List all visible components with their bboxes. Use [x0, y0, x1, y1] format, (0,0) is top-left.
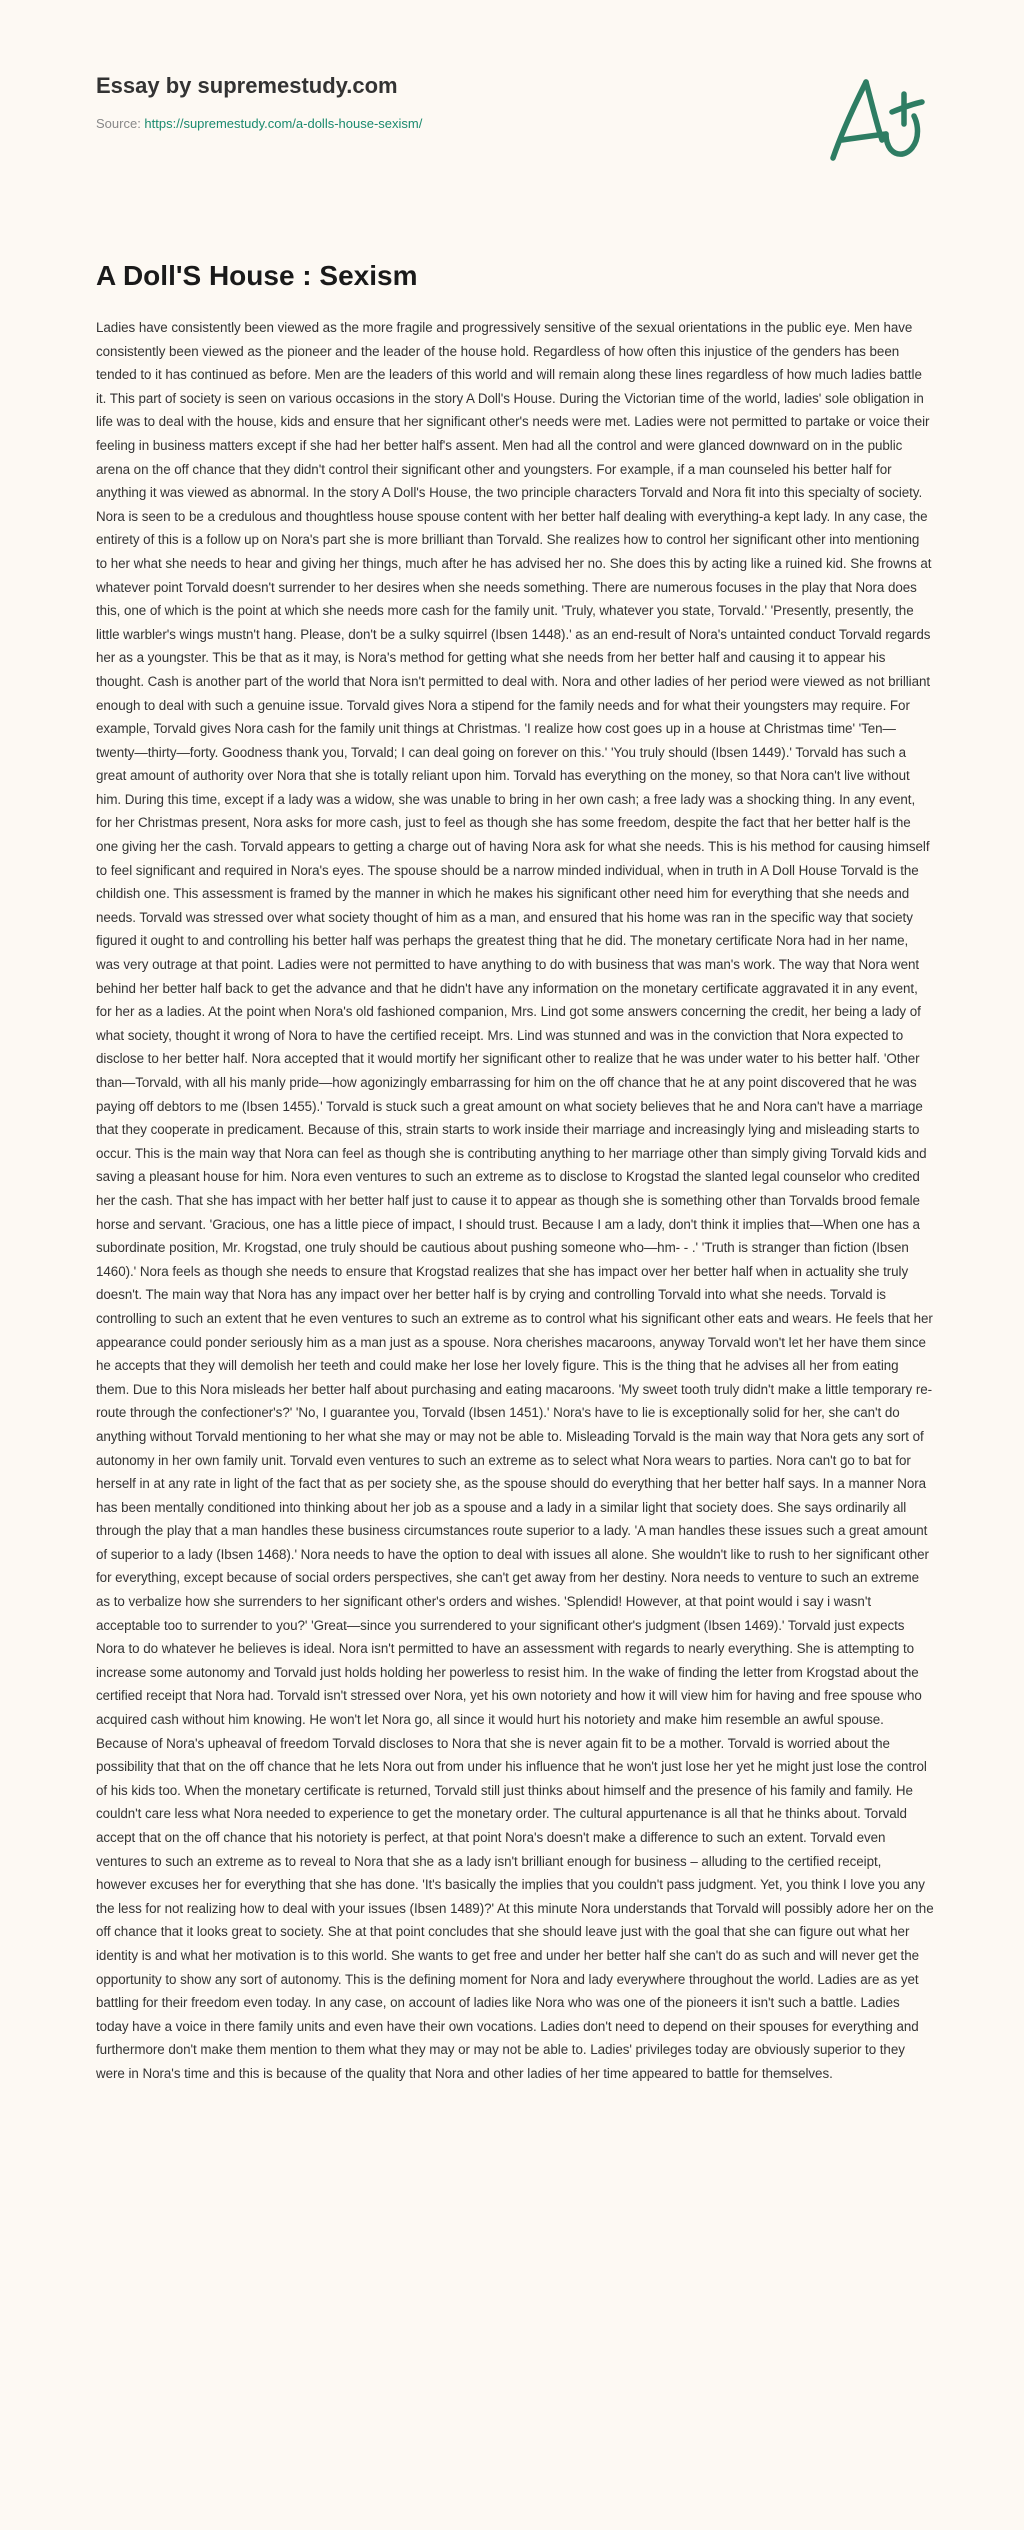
essay-article — [96, 258, 934, 2099]
essay-title: A Doll'S House : Sexism — [96, 260, 418, 291]
essay-body: Ladies have consistently been viewed as the more fragile and progressively sensitive of the sexual orientations in the public eye. Men have consistently been viewed as the pioneer and the leader of the house hold. Regardless of how often this injustice of the genders has been tended to it has continued as before. Men are the leaders of this world and will remain along these lines regardless of how much ladies battle it. This part of society is seen on various occasions in the story A Doll's House. During the Victorian time of the world, ladies' sole obligation in life was to deal with the house, kids and ensure that her significant other's needs were met. Ladies were not permitted to partake or voice their feeling in business matters except if she had her better half's assent. Men had all the control and were glanced downward on in the public arena on the off chance that they didn't control their significant other and youngsters. For example, if a man counseled his better half for anything it was viewed as abnormal. In the story A Doll's House, the two principle characters Torvald and Nora fit into this specialty of society. Nora is seen to be a credulous and thoughtless house spouse content with her better half dealing with everything-a kept lady. In any case, the entirety of this is a follow up on Nora's part she is more brilliant than Torvald. She realizes how to control her significant other into mentioning to her what she needs to hear and giving her things, much after he has advised her no. She does this by acting like a ruined kid. She frowns at whatever point Torvald doesn't surrender to her desires when she needs something. There are numerous focuses in the play that Nora does this, one of which is the point at which she needs more cash for the family unit. 'Truly, whatever you state, Torvald.' 'Presently, presently, the little warbler's wings mustn't hang. Please, don't be a sulky squirrel (Ibsen 1448).' as an end-result of Nora's untainted conduct Torvald regards her as a youngster. This be that as it may, is Nora's method for getting what she needs from her better half and causing it to appear his thought. Cash is another part of the world that Nora isn't permitted to deal with. Nora and other ladies of her period were viewed as not brilliant enough to deal with such a genuine issue. Torvald gives Nora a stipend for the family needs and for what their youngsters may require. For example, Torvald gives Nora cash for the family unit things at Christmas. 'I realize how cost goes up in a house at Christmas time' 'Ten—twenty—thirty—forty. Goodness thank you, Torvald; I can deal going on forever on this.' 'You truly should (Ibsen 1449).' Torvald has such a great amount of authority over Nora that she is totally reliant upon him. Torvald has everything on the money, so that Nora can't live without him. During this time, except if a lady was a widow, she was unable to bring in her own cash; a free lady was a shocking thing. In any event, for her Christmas present, Nora asks for more cash, just to feel as though she has some freedom, despite the fact that her better half is the one giving her the cash. Torvald appears to getting a charge out of having Nora ask for what she needs. This is his method for causing himself to feel significant and required in Nora's eyes. The spouse should be a narrow minded individual, when in truth in A Doll House Torvald is the childish one. This assessment is framed by the manner in which he makes his significant other need him for everything that she needs and needs. Torvald was stressed over what society thought of him as a man, and ensured that his home was ran in the specific way that society figured it ought to and controlling his better half was perhaps the greatest thing that he did. The monetary certificate Nora had in her name, was very outrage at that point. Ladies were not permitted to have anything to do with business that was man's work. The way that Nora went behind her better half back to get the advance and that he didn't have any information on the monetary certificate aggravated it in any event, for her as a ladies. At the point when Nora's old fashioned companion, Mrs. Lind got some answers concerning the credit, her being a lady of what society, thought it wrong of Nora to have the certified receipt. Mrs. Lind was stunned and was in the conviction that Nora expected to disclose to her better half. Nora accepted that it would mortify her significant other to realize that he was under water to his better half. 'Other than—Torvald, with all his manly pride—how agonizingly embarrassing for him on the off chance that he at any point discovered that he was paying off debtors to me (Ibsen 1455).' Torvald is stuck such a great amount on what society believes that he and Nora can't have a marriage that they cooperate in predicament. Because of this, strain starts to work inside their marriage and increasingly lying and misleading starts to occur. This is the main way that Nora can feel as though she is contributing anything to her marriage other than simply giving Torvald kids and saving a pleasant house for him. Nora even ventures to such an extreme as to disclose to Krogstad the slanted legal counselor who credited her the cash. That she has impact with her better half just to cause it to appear as though she is something other than Torvalds brood female horse and servant. 'Gracious, one has a little piece of impact, I should trust. Because I am a lady, don't think it implies that—When one has a subordinate position, Mr. Krogstad, one truly should be cautious about pushing someone who—hm- - .' 'Truth is stranger than fiction (Ibsen 1460).' Nora feels as though she needs to ensure that Krogstad realizes that she has impact over her better half when in actuality she truly doesn't. The main way that Nora has any impact over her better half is by crying and controlling Torvald into what she needs. Torvald is controlling to such an extent that he even ventures to such an extreme as to control what his significant other eats and wears. He feels that her appearance could ponder seriously him as a man just as a spouse. Nora cherishes macaroons, anyway Torvald won't let her have them since he accepts that they will demolish her teeth and could make her lose her lovely figure. This is the thing that he advises all her from eating them. Due to this Nora misleads her better half about purchasing and eating macaroons. 'My sweet tooth truly didn't make a little temporary re-route through the confectioner's?' 'No, I guarantee you, Torvald (Ibsen 1451).' Nora's have to lie is exceptionally solid for her, she can't do anything without Torvald mentioning to her what she may or may not be able to. Misleading Torvald is the main way that Nora gets any sort of autonomy in her own family unit. Torvald even ventures to such an extreme as to select what Nora wears to parties. Nora can't go to bat for herself in at any rate in light of the fact that as per society she, as the spouse should do everything that her better half says. In a manner Nora has been mentally conditioned into thinking about her job as a spouse and a lady in a similar light that society does. She says ordinarily all through the play that a man handles these business circumstances route superior to a lady. 'A man handles these issues such a great amount of superior to a lady (Ibsen 1468).' Nora needs to have the option to deal with issues all alone. She wouldn't like to rush to her significant other for everything, except because of social orders perspectives, she can't get away from her destiny. Nora needs to venture to such an extreme as to verbalize how she surrenders to her significant other's orders and wishes. 'Splendid! However, at that point would i say i wasn't acceptable too to surrender to you?' 'Great—since you surrendered to your significant other's judgment (Ibsen 1469).' Torvald just expects Nora to do whatever he believes is ideal. Nora isn't permitted to have an assessment with regards to nearly everything. She is attempting to increase some autonomy and Torvald just holds holding her powerless to resist him. In the wake of finding the letter from Krogstad about the certified receipt that Nora had. Torvald isn't stressed over Nora, yet his own notoriety and how it will view him for having and free spouse who acquired cash without him knowing. He won't let Nora go, all since it would hurt his notoriety and make him resemble an awful spouse. Because of Nora's upheaval of freedom Torvald discloses to Nora that she is never again fit to be a mother. Torvald is worried about the possibility that that on the off chance that he lets Nora out from under his influence that he won't just lose her yet he might just lose the control of his kids too. When the monetary certificate is returned, Torvald still just thinks about himself and the presence of his family and family. He couldn't care less what Nora needed to experience to get the monetary order. The cultural appurtenance is all that he thinks about. Torvald accept that on the off chance that his notoriety is perfect, at that point Nora's doesn't make a difference to such an extent. Torvald even ventures to such an extreme as to reveal to Nora that she as a lady isn't brilliant enough for business – alluding to the certified receipt, however excuses her for everything that she has done. 'It's basically the implies that you couldn't pass judgment. Yet, you think I love you any the less for not realizing how to deal with your issues (Ibsen 1489)?' At this minute Nora understands that Torvald will possibly adore her on the off chance that it looks great to society. She at that point concludes that she should leave just with the goal that she can figure out what her identity is and what her motivation is to this world. She wants to get free and under her better half she can't do as such and will never get the opportunity to show any sort of autonomy. This is the defining moment for Nora and lady everywhere throughout the world. Ladies are as yet battling for their freedom even today. In any case, on account of ladies like Nora who was one of the pioneers it isn't such a battle. Ladies today have a voice in there family units and even have their own vocations. Ladies don't need to depend on their spouses for everything and furthermore don't make them mention to them what they may or may not be able to. Ladies' privileges today are obviously superior to they were in Nora's time and this is because of the quality that Nora and other ladies of her time appeared to battle for themselves. — [96, 320, 934, 2081]
site-header — [96, 72, 696, 132]
site-title: Essay by supremestudy.com — [96, 73, 398, 98]
a-plus-grade-icon — [820, 64, 930, 168]
source-link[interactable]: https://supremestudy.com/a-dolls-house-sexism/ — [144, 116, 423, 131]
source-label: Source: — [96, 116, 145, 131]
source-line — [96, 116, 696, 132]
